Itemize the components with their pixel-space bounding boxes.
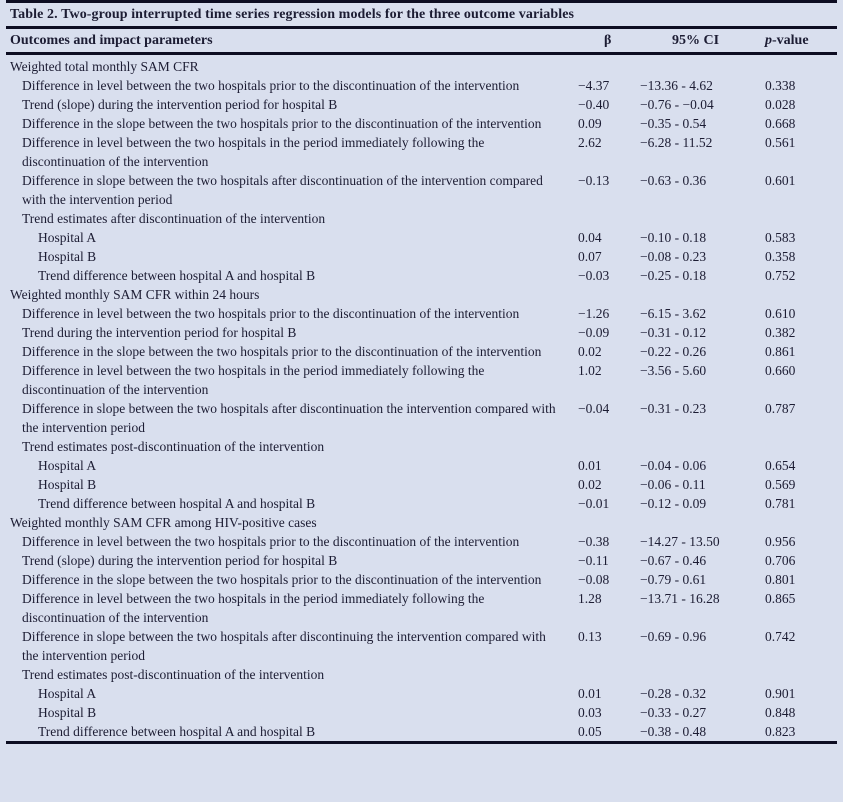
column-header-beta: β (604, 33, 612, 48)
row-p-value: 0.956 (765, 534, 796, 549)
row-ci-value: −0.28 - 0.32 (640, 686, 707, 701)
row-beta-value: 0.04 (578, 230, 602, 245)
row-beta-value: 0.03 (578, 705, 602, 720)
row-p-value: 0.028 (765, 97, 796, 112)
table-row (6, 76, 837, 95)
row-ci-value: −6.15 - 3.62 (640, 306, 707, 321)
table-row (6, 209, 837, 228)
row-p-value: 0.610 (765, 306, 796, 321)
table-row (6, 589, 837, 627)
row-ci-value: −0.08 - 0.23 (640, 249, 707, 264)
pvalue-rest: -value (772, 33, 809, 48)
row-label: Trend estimates post-discontinuation of the intervention (22, 439, 325, 454)
table-row (6, 133, 837, 171)
table-row (6, 627, 837, 665)
row-label: Trend during the intervention period for hospital B (22, 325, 297, 340)
table-row (6, 247, 837, 266)
row-beta-value: 0.02 (578, 477, 602, 492)
row-beta-value: 0.05 (578, 724, 602, 739)
row-p-value (765, 57, 837, 76)
bottom-rule (6, 741, 837, 744)
row-ci-value: −0.04 - 0.06 (640, 458, 707, 473)
table-body (6, 55, 837, 741)
row-label: Difference in level between the two hospitals prior to the discontinuation of the intervention (22, 534, 520, 549)
section-header-row (6, 285, 837, 304)
table-row (6, 494, 837, 513)
row-p-value: 0.668 (765, 116, 796, 131)
table-row (6, 437, 837, 456)
row-beta-value: −0.40 (578, 97, 610, 112)
row-beta-value (578, 665, 640, 684)
row-beta-value (578, 57, 640, 76)
row-ci-value (640, 57, 765, 76)
row-p-value: 0.358 (765, 249, 796, 264)
row-label: Weighted monthly SAM CFR among HIV-positive cases (10, 515, 317, 530)
row-beta-value (578, 209, 640, 228)
row-beta-value (578, 513, 640, 532)
table-header-row (6, 29, 837, 52)
table-row (6, 171, 837, 209)
table-row (6, 684, 837, 703)
table-row (6, 304, 837, 323)
row-ci-value (640, 665, 765, 684)
row-ci-value: −0.33 - 0.27 (640, 705, 707, 720)
row-beta-value: 0.13 (578, 629, 602, 644)
row-ci-value: −0.35 - 0.54 (640, 116, 707, 131)
table-row (6, 456, 837, 475)
row-p-value: 0.865 (765, 591, 796, 606)
row-p-value: 0.861 (765, 344, 796, 359)
row-ci-value: −0.63 - 0.36 (640, 173, 707, 188)
row-label: Difference in the slope between the two hospitals prior to the discontinuation of the intervention (22, 344, 542, 359)
table-row (6, 665, 837, 684)
table-row (6, 570, 837, 589)
row-beta-value: −4.37 (578, 78, 610, 93)
row-p-value: 0.823 (765, 724, 796, 739)
row-p-value: 0.706 (765, 553, 796, 568)
row-p-value (765, 513, 837, 532)
row-p-value: 0.901 (765, 686, 796, 701)
row-ci-value: −3.56 - 5.60 (640, 363, 707, 378)
row-p-value: 0.569 (765, 477, 796, 492)
table-row (6, 722, 837, 741)
row-beta-value: 2.62 (578, 135, 602, 150)
row-p-value: 0.583 (765, 230, 796, 245)
row-p-value: 0.742 (765, 629, 796, 644)
row-ci-value: −0.06 - 0.11 (640, 477, 706, 492)
row-label: Hospital B (38, 249, 97, 264)
row-label: Difference in slope between the two hospitals after discontinuation of the intervention compared with the intervention period (22, 173, 543, 207)
row-p-value: 0.561 (765, 135, 796, 150)
row-beta-value: −0.08 (578, 572, 610, 587)
row-ci-value: −6.28 - 11.52 (640, 135, 713, 150)
row-beta-value: −0.38 (578, 534, 610, 549)
row-ci-value: −0.12 - 0.09 (640, 496, 707, 511)
table-row (6, 703, 837, 722)
table-row (6, 342, 837, 361)
row-label: Weighted total monthly SAM CFR (10, 59, 199, 74)
table-row (6, 475, 837, 494)
row-p-value: 0.752 (765, 268, 796, 283)
row-label: Difference in the slope between the two hospitals prior to the discontinuation of the intervention (22, 116, 542, 131)
row-beta-value: −0.03 (578, 268, 610, 283)
row-ci-value: −0.31 - 0.12 (640, 325, 707, 340)
pvalue-italic-p: p (765, 33, 772, 48)
row-beta-value: 1.02 (578, 363, 602, 378)
row-ci-value: −0.22 - 0.26 (640, 344, 707, 359)
column-header-pvalue (765, 30, 837, 51)
row-label: Hospital A (38, 686, 97, 701)
column-header-outcomes: Outcomes and impact parameters (10, 33, 213, 48)
row-ci-value (640, 437, 765, 456)
table-row (6, 551, 837, 570)
row-label: Weighted monthly SAM CFR within 24 hours (10, 287, 260, 302)
table-row (6, 323, 837, 342)
row-p-value: 0.781 (765, 496, 796, 511)
table-row (6, 228, 837, 247)
section-header-row (6, 57, 837, 76)
row-beta-value (578, 437, 640, 456)
table-row (6, 114, 837, 133)
row-p-value (765, 665, 837, 684)
row-p-value (765, 437, 837, 456)
row-beta-value: −0.09 (578, 325, 610, 340)
section-header-row (6, 513, 837, 532)
row-label: Trend (slope) during the intervention period for hospital B (22, 553, 338, 568)
row-beta-value: 0.07 (578, 249, 602, 264)
row-label: Hospital B (38, 477, 97, 492)
row-beta-value: −0.11 (578, 553, 609, 568)
row-label: Trend estimates post-discontinuation of the intervention (22, 667, 325, 682)
row-label: Hospital A (38, 458, 97, 473)
row-p-value: 0.787 (765, 401, 796, 416)
row-label: Difference in level between the two hospitals in the period immediately following the discontinuation of the intervention (22, 363, 485, 397)
row-label: Difference in slope between the two hospitals after discontinuing the intervention compared with the intervention period (22, 629, 546, 663)
row-p-value (765, 285, 837, 304)
row-p-value: 0.848 (765, 705, 796, 720)
row-ci-value: −0.79 - 0.61 (640, 572, 707, 587)
row-label: Trend (slope) during the intervention period for hospital B (22, 97, 338, 112)
row-ci-value: −0.69 - 0.96 (640, 629, 707, 644)
row-beta-value: −1.26 (578, 306, 610, 321)
row-p-value: 0.382 (765, 325, 796, 340)
row-label: Hospital A (38, 230, 97, 245)
row-p-value: 0.660 (765, 363, 796, 378)
row-beta-value (578, 285, 640, 304)
row-ci-value: −0.25 - 0.18 (640, 268, 707, 283)
row-label: Difference in slope between the two hospitals after discontinuation the intervention compared with the intervention period (22, 401, 556, 435)
row-ci-value: −13.36 - 4.62 (640, 78, 713, 93)
row-ci-value: −0.38 - 0.48 (640, 724, 707, 739)
row-label: Difference in level between the two hospitals prior to the discontinuation of the intervention (22, 306, 520, 321)
row-label: Difference in level between the two hospitals in the period immediately following the discontinuation of the intervention (22, 135, 485, 169)
table-row (6, 95, 837, 114)
row-beta-value: 0.01 (578, 458, 602, 473)
table-row (6, 399, 837, 437)
row-ci-value (640, 285, 765, 304)
row-p-value: 0.801 (765, 572, 796, 587)
row-p-value: 0.654 (765, 458, 796, 473)
row-p-value: 0.601 (765, 173, 796, 188)
row-label: Trend difference between hospital A and hospital B (38, 496, 316, 511)
row-ci-value: −0.31 - 0.23 (640, 401, 707, 416)
table-row (6, 532, 837, 551)
table-title: Table 2. Two-group interrupted time series regression models for the three outcome variables (10, 7, 575, 22)
row-beta-value: −0.01 (578, 496, 610, 511)
row-label: Hospital B (38, 705, 97, 720)
row-p-value: 0.338 (765, 78, 796, 93)
row-beta-value: 0.01 (578, 686, 602, 701)
row-label: Trend estimates after discontinuation of the intervention (22, 211, 326, 226)
row-ci-value: −13.71 - 16.28 (640, 591, 720, 606)
row-label: Trend difference between hospital A and hospital B (38, 724, 316, 739)
row-label: Difference in level between the two hospitals prior to the discontinuation of the intervention (22, 78, 520, 93)
row-label: Difference in the slope between the two hospitals prior to the discontinuation of the intervention (22, 572, 542, 587)
row-beta-value: 0.02 (578, 344, 602, 359)
row-ci-value: −0.10 - 0.18 (640, 230, 707, 245)
column-header-ci: 95% CI (672, 33, 720, 48)
row-p-value (765, 209, 837, 228)
row-label: Trend difference between hospital A and hospital B (38, 268, 316, 283)
table-row (6, 266, 837, 285)
table-row (6, 361, 837, 399)
row-label: Difference in level between the two hospitals in the period immediately following the discontinuation of the intervention (22, 591, 485, 625)
row-ci-value (640, 209, 765, 228)
row-beta-value: 0.09 (578, 116, 602, 131)
row-beta-value: −0.13 (578, 173, 610, 188)
row-ci-value (640, 513, 765, 532)
row-ci-value: −14.27 - 13.50 (640, 534, 720, 549)
row-ci-value: −0.67 - 0.46 (640, 553, 707, 568)
row-ci-value: −0.76 - −0.04 (640, 97, 714, 112)
row-beta-value: 1.28 (578, 591, 602, 606)
row-beta-value: −0.04 (578, 401, 610, 416)
